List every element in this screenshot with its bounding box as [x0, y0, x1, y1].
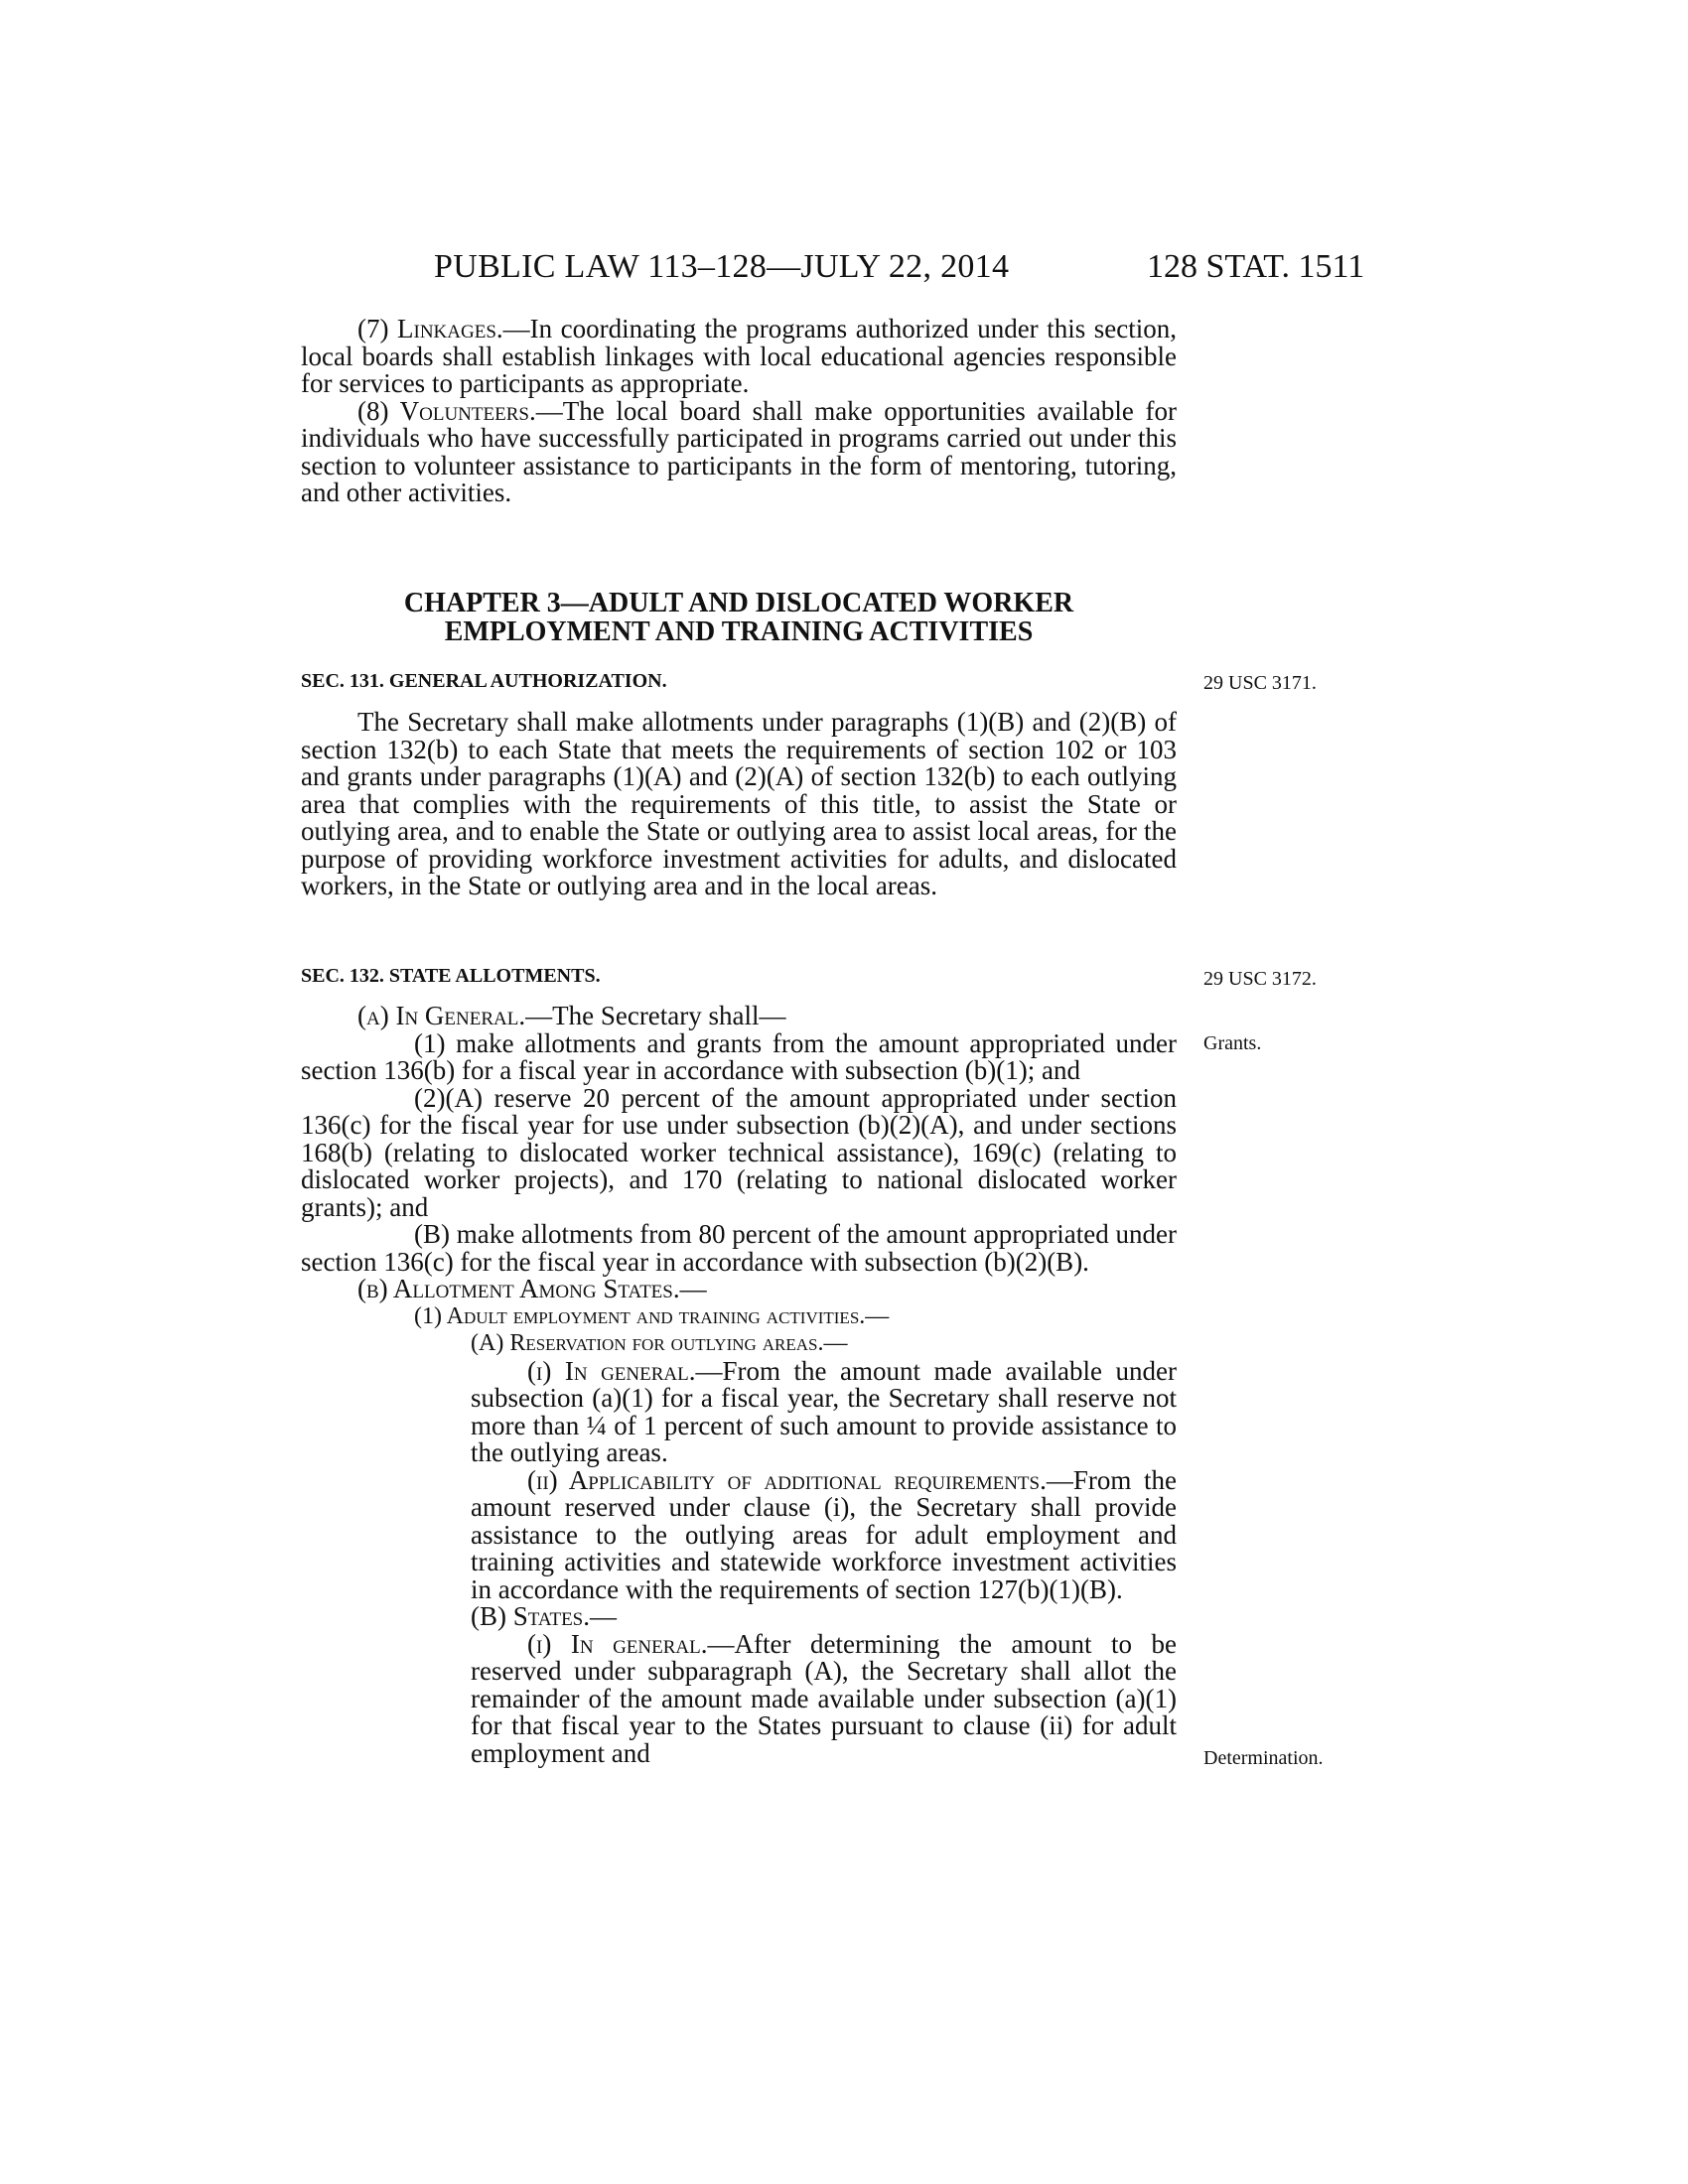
chapter-heading	[301, 589, 1177, 646]
clause-b1Ai	[301, 1355, 1177, 1467]
clause-b1Bi-heading: (i) In general.	[527, 1628, 708, 1659]
subsection-a-paragraph-1: (1) make allotments and grants from the amount appropriated under section 136(b) for a fiscal year in accordance with subsection (b)(1); and	[301, 1027, 1177, 1085]
clause-b1Bi-text: —After determining the amount to be reserved under subparagraph (A), the Secretary shall allot the remainder of the amount made available under subsection (a)(1) for that fiscal year to the States pursuant to clause (ii) for adult employment and	[471, 1628, 1177, 1768]
section-132-heading: SEC. 132. STATE ALLOTMENTS.	[301, 965, 601, 987]
paragraph-7-text: —In coordinating the programs authorized under this section, local boards shall establish linkages with local educational agencies responsible for services to participants as appropriate.	[301, 314, 1177, 398]
clause-b1Bi	[301, 1628, 1177, 1768]
subsection-a	[301, 1003, 1177, 1030]
chapter-heading-line-2: EMPLOYMENT AND TRAINING ACTIVITIES	[444, 616, 1034, 647]
paragraph-8-text: —The local board shall make opportunities available for individuals who have successfully participated in programs carried out under this section to volunteer assistance to participants in the form of mentoring, tutoring, and other activities.	[301, 395, 1177, 507]
paragraph-8-heading: (8) Volunteers.	[357, 395, 536, 426]
chapter-heading-line-1: CHAPTER 3—ADULT AND DISLOCATED WORKER	[403, 588, 1074, 618]
section-132-margin-citation: 29 USC 3172.	[1203, 968, 1317, 990]
clause-b1Aii-heading: (ii) Applicability of additional requirements.	[527, 1464, 1047, 1495]
paragraph-7-heading: (7) Linkages.	[357, 314, 503, 343]
subsection-a-paragraph-2B: (B) make allotments from 80 percent of the amount appropriated under section 136(c) for the fiscal year in accordance with subsection (b)(2)(B).	[301, 1219, 1177, 1277]
section-131-margin-citation: 29 USC 3171.	[1203, 672, 1317, 694]
clause-b1Ai-heading: (i) In general.	[527, 1355, 696, 1386]
subsection-a-heading: (a) In General.	[357, 1001, 526, 1030]
margin-note-grants: Grants.	[1203, 1032, 1262, 1054]
section-131-heading: SEC. 131. GENERAL AUTHORIZATION.	[301, 670, 667, 692]
continued-section-paragraphs	[301, 316, 1177, 507]
section-132-body	[301, 1003, 1177, 1767]
subsection-a-text: —The Secretary shall—	[525, 1001, 786, 1030]
clause-b1Aii-text: —From the amount reserved under clause (i), the Secretary shall provide assistance to the outlying areas for adult employment and training activities and statewide workforce investment activities in accordance with the requirements of section 127(b)(1)(B).	[471, 1464, 1177, 1604]
section-131-body	[301, 709, 1177, 900]
subsection-a-paragraph-2A: (2)(A) reserve 20 percent of the amount appropriated under section 136(c) for the fiscal year for use under subsection (b)(2)(A), and under sections 168(b) (relating to dislocated worker technical assistance), 169(c) (relating to dislocated worker projects), and 170 (relating to national dislocated worker grants); and	[301, 1082, 1177, 1222]
paragraph-8	[301, 395, 1177, 507]
clause-b1Aii	[301, 1464, 1177, 1604]
clause-b1Ai-text: —From the amount made available under subsection (a)(1) for a fiscal year, the Secretary shall reserve not more than ¼ of 1 percent of such amount to provide assistance to the outlying areas.	[471, 1355, 1177, 1467]
margin-note-determination: Determination.	[1203, 1747, 1324, 1769]
section-131-text: The Secretary shall make allotments under paragraphs (1)(B) and (2)(B) of section 132(b) to each State that meets the requirements of section 102 or 103 and grants under paragraphs (1)(A) and (2)(A) of section 132(b) to each outlying area that complies with the requirements of this title, to assist the State or outlying area, and to enable the State or outlying area to assist local areas, for the purpose of providing workforce investment activities for adults, and dislocated workers, in the State or outlying area and in the local areas.	[301, 707, 1177, 900]
running-header-law: PUBLIC LAW 113–128—JULY 22, 2014	[434, 248, 1010, 285]
paragraph-b1-heading: (1) Adult employment and training activities.—	[414, 1302, 890, 1329]
subparagraph-b1B-heading: (B) States.—	[471, 1601, 617, 1631]
running-header-page-number: 128 STAT. 1511	[1147, 248, 1365, 285]
subparagraph-b1A-heading: (A) Reservation for outlying areas.—	[471, 1330, 848, 1356]
paragraph-7	[301, 316, 1177, 398]
subsection-b-heading: (b) Allotment Among States.—	[357, 1274, 707, 1303]
